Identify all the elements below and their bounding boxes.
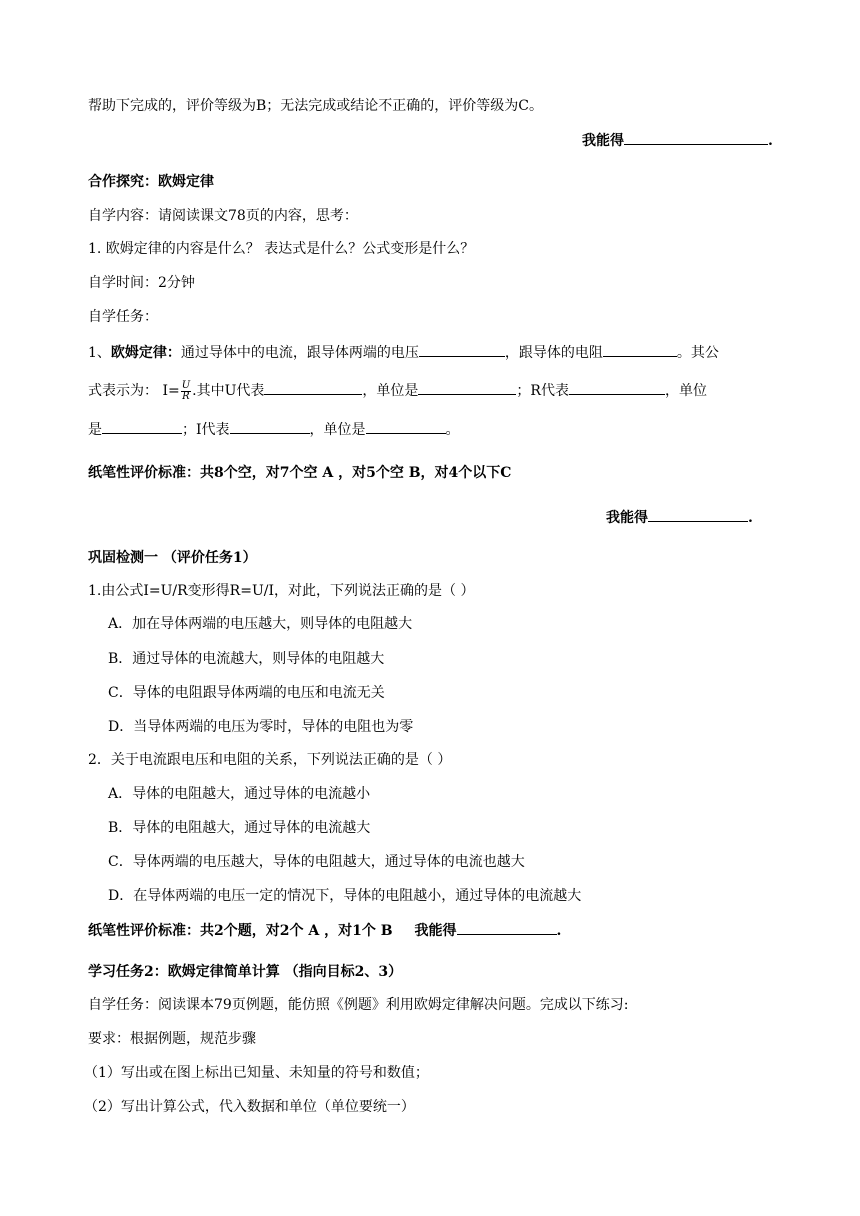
score-end: . [768,133,773,149]
coop-content: 自学内容：请阅读课文78页的内容，思考： [88,208,358,224]
q1-option-a: A．加在导体两端的电压越大，则导体的电阻越大 [108,616,413,632]
law-text: 式表示为： I= [88,383,180,399]
eval-standard-1: 纸笔性评价标准：共8个空，对7个空 A ，对5个空 B，对4个以下C [88,465,512,481]
check-heading: 巩固检测一 （评价任务1） [88,550,257,566]
q2-option-b: B．导体的电阻越大，通过导体的电流越大 [108,820,371,836]
law-text: 是 [88,422,102,438]
blank-i-unit[interactable] [366,418,446,434]
law-line-1 [88,341,719,363]
coop-heading: 合作探究：欧姆定律 [88,174,214,190]
blank-i-meaning[interactable] [230,418,310,434]
score-label: 我能得 [582,133,624,149]
eval-standard-2 [88,919,561,941]
eval-text: 纸笔性评价标准：共2个题，对2个 A ，对1个 B [88,923,393,939]
law-text: ；I代表 [182,422,230,438]
task2-step-1: （1）写出或在图上标出已知量、未知量的符号和数值； [84,1065,429,1081]
q1-option-d: D．当导体两端的电压为零时，导体的电阻也为零 [108,719,414,735]
law-text: ，单位 [664,383,707,399]
question-2: 2．关于电流跟电压和电阻的关系，下列说法正确的是（ ） [88,752,452,768]
q2-option-a: A．导体的电阻越大，通过导体的电流越小 [108,786,371,802]
law-text: ，单位是 [309,422,366,438]
score-blank[interactable] [457,919,557,935]
score-label: 我能得 [606,510,648,526]
score-label: 我能得 [414,923,457,939]
law-text: 。其公 [676,345,719,361]
q2-option-d: D．在导体两端的电压一定的情况下，导体的电阻越小，通过导体的电流越大 [108,888,582,904]
law-line-2 [88,379,707,402]
blank-u-meaning[interactable] [264,379,362,395]
blank-u-unit[interactable] [418,379,516,395]
blank-r-unit[interactable] [102,418,182,434]
task2-content: 自学任务：阅读课本79页例题，能仿照《例题》利用欧姆定律解决问题。完成以下练习: [88,997,629,1013]
score-line-1 [582,129,773,151]
intro-line: 帮助下完成的，评价等级为B；无法完成或结论不正确的，评价等级为C。 [88,98,543,114]
coop-time: 自学时间：2分钟 [88,275,195,291]
coop-question: 1. 欧姆定律的内容是什么？ 表达式是什么？公式变形是什么？ [88,241,475,257]
law-text: ，跟导体的电阻 [504,345,603,361]
law-num: 1、 [88,345,111,361]
blank-resistance-relation[interactable] [603,341,677,357]
question-1: 1.由公式I=U/R变形得R=U/I，对此，下列说法正确的是（ ） [88,583,475,599]
law-text: 通过导体中的电流，跟导体两端的电压 [180,345,419,361]
law-title: 欧姆定律： [110,345,181,361]
law-text: 。 [445,422,460,438]
task2-requirement: 要求：根据例题，规范步骤 [88,1031,256,1047]
score-blank[interactable] [624,129,768,145]
q1-option-c: C．导体的电阻跟导体两端的电压和电流无关 [108,685,385,701]
score-line-2 [606,506,753,528]
score-end: . [556,923,562,939]
blank-voltage-relation[interactable] [419,341,505,357]
score-end: . [748,510,753,526]
score-blank[interactable] [648,506,748,522]
q1-option-b: B．通过导体的电流越大，则导体的电阻越大 [108,651,385,667]
formula-fraction [181,381,191,402]
law-text: ，单位是 [362,383,419,399]
law-line-3 [88,418,460,440]
fraction-numerator: U [181,379,191,391]
coop-task: 自学任务： [88,309,158,325]
task2-heading: 学习任务2：欧姆定律简单计算 （指向目标2、3） [88,964,403,980]
blank-r-meaning[interactable] [569,379,665,395]
fraction-denominator: R [182,390,190,402]
q2-option-c: C．导体两端的电压越大，导体的电阻越大，通过导体的电流也越大 [108,854,525,870]
law-text: .其中U代表 [192,383,265,399]
law-text: ；R代表 [516,383,569,399]
task2-step-2: （2）写出计算公式，代入数据和单位（单位要统一） [84,1099,415,1115]
